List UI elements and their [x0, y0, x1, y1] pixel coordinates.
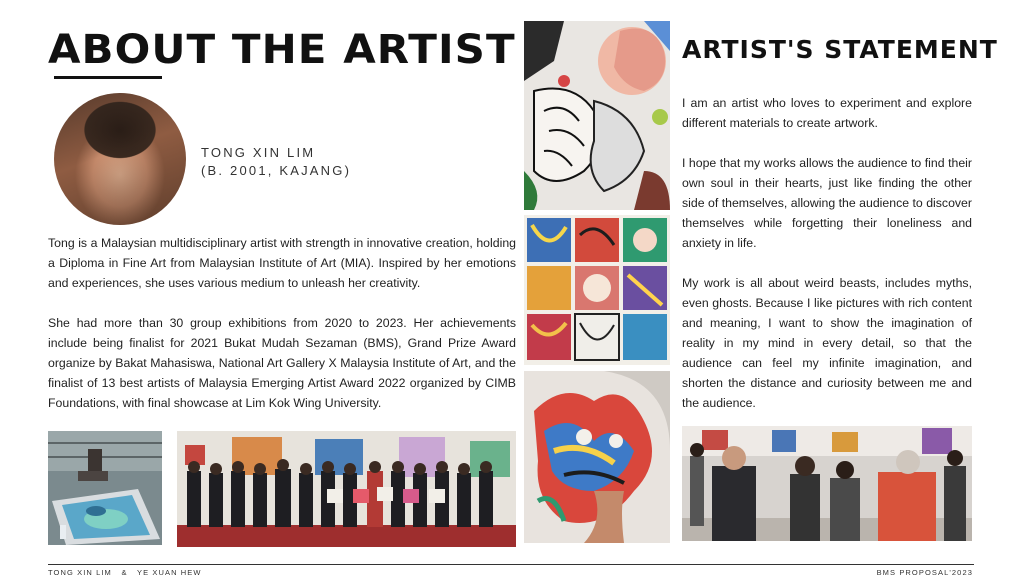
- artist-birth-info: (B. 2001, KAJANG): [201, 163, 352, 178]
- bio-paragraph: Tong is a Malaysian multidisciplinary artist with strength in innovative creation, holding a Diploma in Fine Art from Malaysian Institute of Art (MIA). Inspired by her emotions and experiences, she uses various medium to unleash her creativity.: [48, 236, 516, 290]
- statement-paragraph: I am an artist who loves to experiment and explore different materials to create artwork.: [682, 96, 972, 130]
- exhibition-photo: [682, 426, 972, 541]
- artist-bio: [48, 233, 516, 433]
- footer-divider: [48, 564, 974, 565]
- artwork-detail-image: [524, 371, 670, 543]
- statement-paragraph: My work is all about weird beasts, includes myths, even ghosts. Because I like pictures with rich content and meaning, I want to show the imagination of reality in my mind in every detail, so that the audience can feel my infinite imagination, and shorten the distance and curiosity between me and the audience.: [682, 276, 972, 410]
- title-underline: [54, 76, 162, 79]
- artwork-grid-image: [524, 215, 670, 365]
- artist-portrait: [54, 93, 186, 225]
- group-photo: [177, 431, 516, 547]
- page-title: ABOUT THE ARTIST: [48, 27, 516, 73]
- artist-name: TONG XIN LIM: [201, 145, 316, 160]
- footer-document-label: BMS PROPOSAL'2023: [876, 568, 973, 577]
- statement-paragraph: I hope that my works allows the audience to find their own soul in their hearts, just like finding the other side of themselves, allowing the audience to discover themselves while forgetting their loneliness and anxiety in life.: [682, 156, 972, 250]
- artwork-image: [524, 21, 670, 210]
- artist-name-block: [201, 144, 351, 180]
- studio-photo: [48, 431, 162, 545]
- footer-credits: TONG XIN LIM & YE XUAN HEW: [48, 568, 202, 577]
- artist-statement: [682, 93, 972, 433]
- bio-paragraph: She had more than 30 group exhibitions from 2020 to 2023. Her achievements include being finalist for 2021 Bukat Mudah Sezaman (BMS), Grand Prize Award organize by Bakat Mahasiswa, National Art Gallery X Malaysia Institute of Art, and the finalist of 13 best artists of Malaysia Emerging Artist Award 2022 organized by CIMB Foundations, with final showcase at Lim Kok Wing University.: [48, 316, 516, 410]
- statement-title: ARTIST'S STATEMENT: [682, 35, 998, 64]
